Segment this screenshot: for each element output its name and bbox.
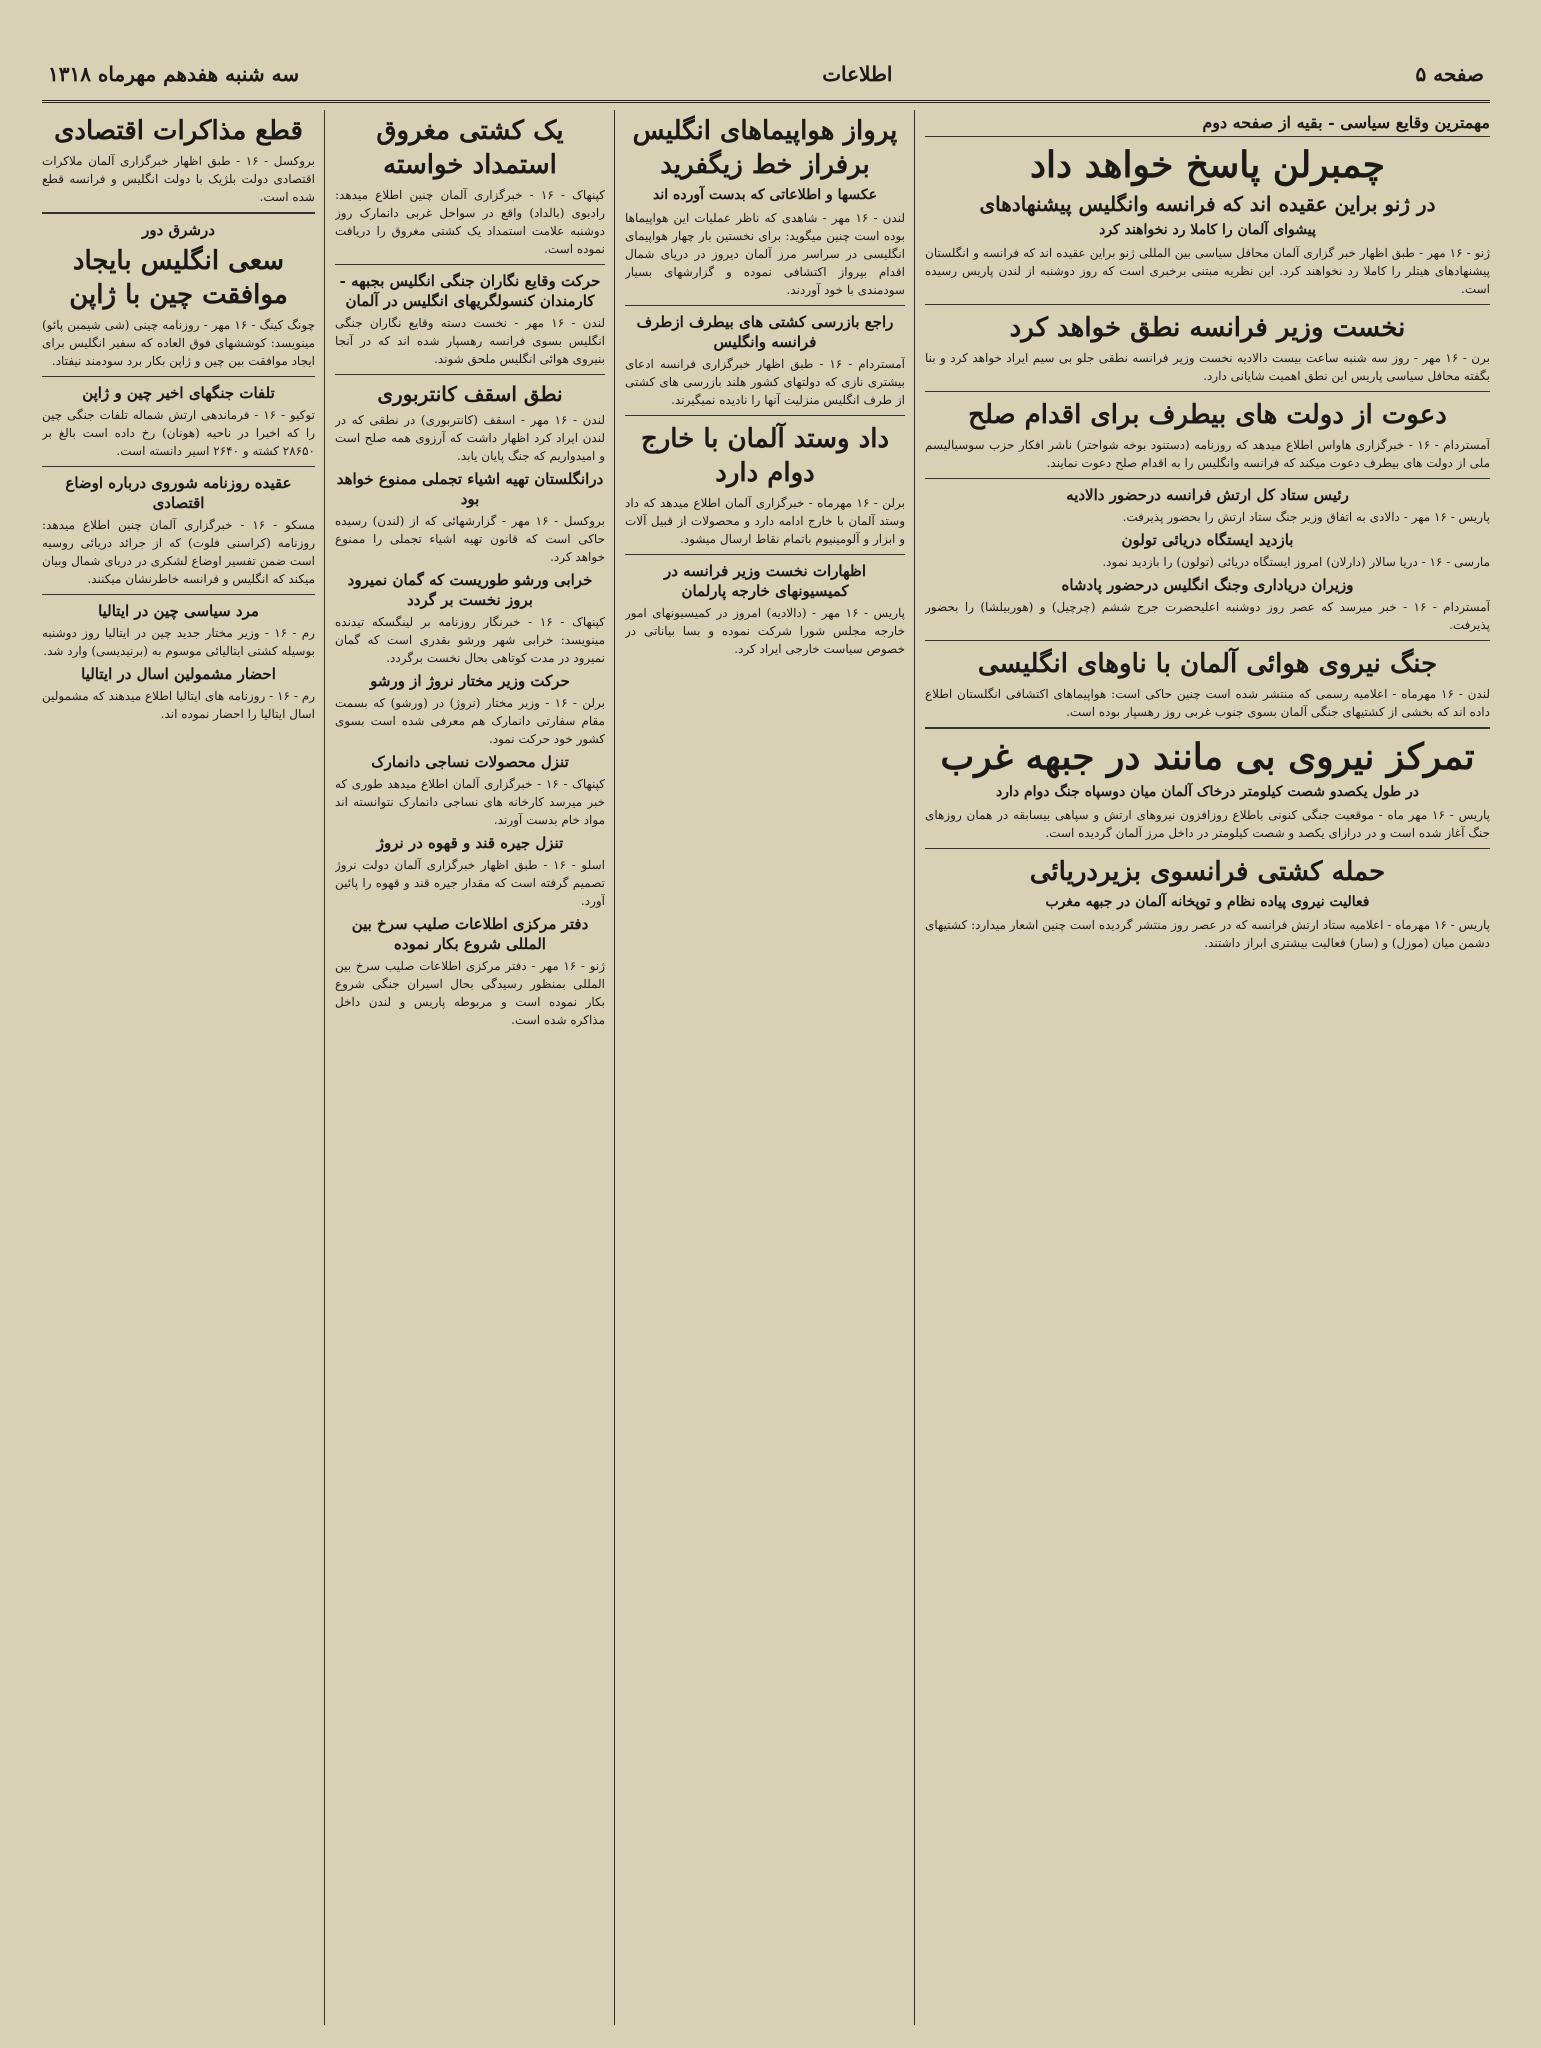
article-subheadline: در ژنو براین عقیده اند که فرانسه وانگلیس پیشنهادهای <box>979 192 1436 216</box>
article-body: برلن - ۱۶ - وزیر مختار (نروژ) در (ورشو) که بسمت مقام سفارتی دانمارک هم معرفی شده است بسوی کشور خود حرکت نمود. <box>335 696 605 746</box>
article-body: ژنو - ۱۶ مهر - طبق اظهار خبر گزاری آلمان محافل سیاسی بین المللی ژنو براین عقیده اند که فرانسه و انگلستان پیشنهادهای هیتلر را کاملا رد نخواهند کرد. این نظریه مبتنی برخبری است که روز دوشنبه از لندن پاریس رسیده است. <box>925 246 1490 296</box>
article-headline: چمبرلن پاسخ خواهد داد <box>1030 144 1385 186</box>
divider <box>925 478 1490 479</box>
divider <box>925 640 1490 641</box>
divider <box>925 727 1490 729</box>
divider <box>42 594 315 595</box>
article-body: کپنهاک - ۱۶ - خبرگزاری آلمان اطلاع میدهد طوری که خبر میرسد کارخانه های نساجی دانمارک نتوانسته اند مواد خام بدست آورند. <box>335 777 605 827</box>
article-subheadline-2: پیشوای آلمان را کاملا رد نخواهند کرد <box>1099 222 1316 238</box>
column-1 <box>925 110 1490 2025</box>
masthead <box>42 52 1490 96</box>
article-headline: درانگلستان تهیه اشیاء تجملی ممنوع خواهد بود <box>336 470 604 508</box>
divider <box>625 554 905 555</box>
issue-date: سه شنبه هفدهم مهرماه ۱۳۱۸ <box>48 62 300 86</box>
article-headline: بازدید ایستگاه دریائی تولون <box>1121 531 1294 549</box>
masthead-rule <box>42 100 1490 103</box>
article-headline: تلفات جنگهای اخیر چین و ژاپن <box>82 384 275 402</box>
article-body: لندن - ۱۶ مهر - اسقف (کانتربوری) در نطقی که در لندن ایراد کرد اظهار داشت که آرزوی همه صلح است و امیدواریم که جنگ پایان یابد. <box>335 413 605 463</box>
article-body: مارسی - ۱۶ - دریا سالار (دارلان) امروز ایستگاه دریائی (تولون) را بازدید نمود. <box>1102 555 1490 569</box>
divider <box>42 466 315 467</box>
article-headline: عقیده روزنامه شوروی درباره اوضاع اقتصادی <box>65 474 292 512</box>
article-body: برلن - ۱۶ مهرماه - خبرگزاری آلمان اطلاع میدهد که داد وستد آلمان با خارج ادامه دارد و محصولات از قبیل آلات و ابزار و آلومینیوم باتمام نقاط ارسال میشود. <box>625 496 905 546</box>
article-body: آمستردام - ۱۶ - طبق اظهار خبرگزاری فرانسه ادعای بیشتری نازی که دولتهای کشور هلند بازرسی های کشتی از طرف انگلیس منزلیت آنها را نادیده نمیگیرند. <box>625 357 905 407</box>
article-body: برن - ۱۶ مهر - روز سه شنبه ساعت بیست دالادیه نخست وزیر فرانسه نطقی جلو بی سیم ایراد خواهد کرد و بنا بگفته محافل سیاسی پاریس این نطق اهمیت شایانی دارد. <box>925 351 1490 383</box>
article-body: پاریس - ۱۶ مهر - دالادی به اتفاق وزیر جنگ ستاد ارتش را بحضور پذیرفت. <box>1122 510 1490 524</box>
divider <box>42 212 315 214</box>
article-body: رم - ۱۶ - وزیر مختار جدید چین در ایتالیا روز دوشنبه بوسیله کشتی ایتالیائی موسوم به (برنیدیسی) وارد شد. <box>42 626 315 658</box>
article-body: کپنهاک - ۱۶ - خبرگزاری آلمان چنین اطلاع میدهد: رادیوی (بالداد) واقع در سواحل غربی دانمارک روز دوشنبه علامت استمداد یک کشتی مغروق را دریافت نموده است. <box>335 188 605 256</box>
article-body: مسکو - ۱۶ - خبرگزاری آلمان چنین اطلاع میدهد: روزنامه (کراسنی فلوت) که از جرائد دریائی روسیه است ضمن تفسیر اوضاع لشکری در دریای شمال وبیان میکند که انگلیس و فرانسه خاطرنشان میکنند. <box>42 518 315 586</box>
article-headline: پرواز هواپیماهای انگلیس برفراز خط زیگفرید <box>632 116 898 180</box>
column-rule <box>614 110 615 2025</box>
divider <box>925 304 1490 305</box>
article-body: لندن - ۱۶ مهر - شاهدی که ناظر عملیات این هواپیماها بوده است چنین میگوید: برای نخستین بار چهار هواپیمای انگلیسی در سراسر مرز آلمان دیروز در دریای شمال اقدام بپرواز اکتشافی نموده و گزارشهای بسیار سودمندی با خود آوردند. <box>625 211 905 297</box>
divider <box>42 376 315 377</box>
article-body: پاریس - ۱۶ مهر ماه - موقعیت جنگی کنونی باطلاع روزافزون نیروهای ارتش و سپاهی بیسابقه در همان روزهای جنگ آغاز شده است و در درازای یکصد و شصت کیلومتر در داخل مرز آلمان گردیده است. <box>925 808 1490 840</box>
article-headline: دعوت از دولت های بیطرف برای اقدام صلح <box>968 400 1447 430</box>
article-body: اسلو - ۱۶ - طبق اظهار خبرگزاری آلمان دولت نروژ تصمیم گرفته است که مقدار جیره قند و قهوه را پائین آورد. <box>335 858 605 908</box>
article-headline: جنگ نیروی هوائی آلمان با ناوهای انگلیسی <box>977 649 1438 679</box>
page-number: صفحه ۵ <box>1415 62 1484 86</box>
article-body: توکیو - ۱۶ - فرماندهی ارتش شماله تلفات جنگی چین را که اخیرا در ناحیه (هونان) رخ داده است بالغ بر ۲۸۶۵۰ کشته و ۲۶۴۰ اسیر دانسته است. <box>42 408 315 458</box>
article-body: پاریس - ۱۶ مهر - (دالادیه) امروز در کمیسیونهای امور خارجه مجلس شورا شرکت نموده و بسا بیاناتی در خصوص سیاست خارجی ایراد کرد. <box>625 606 905 656</box>
article-headline: راجع بازرسی کشتی های بیطرف ازطرف فرانسه وانگلیس <box>636 313 894 351</box>
article-headline: تنزل محصولات نساجی دانمارک <box>371 753 569 771</box>
article-body: بروکسل - ۱۶ - طبق اظهار خبرگزاری آلمان ملاکرات اقتصادی دولت بلژیک با دولت انگلیس و فرانسه قطع شده است. <box>42 154 315 204</box>
article-headline: نخست وزیر فرانسه نطق خواهد کرد <box>1009 313 1406 343</box>
article-body: چونگ کینگ - ۱۶ مهر - روزنامه چینی (شی شیمبن پائو) مینویسد: کوششهای فوق العاده که سفیر انگلیس برای ایجاد موافقت بین چین و ژاپن بکار برد سودمند نیفتاد. <box>42 318 315 368</box>
column-4 <box>42 110 315 2025</box>
article-headline: قطع مذاکرات اقتصادی <box>54 116 303 146</box>
article-headline: نطق اسقف کانتربوری <box>377 382 563 406</box>
article-headline: احضار مشمولین اسال در ایتالیا <box>81 665 276 683</box>
article-subheadline: عکسها و اطلاعاتی که بدست آورده اند <box>653 187 877 203</box>
article-headline: داد وستد آلمان با خارج دوام دارد <box>640 424 890 488</box>
article-body: ژنو - ۱۶ مهر - دفتر مرکزی اطلاعات صلیب سرخ بین المللی بمنظور رسیدگی بحال اسیران جنگی شروع بکار نموده است و مربوطه پاریس و لندن داخل مذاکره شده است. <box>335 959 605 1027</box>
article-body: کپنهاک - ۱۶ - خبرنگار روزنامه بر لینگسکه تیدنده مینویسد: خرابی شهر ورشو بقدری است که گمان نمیرود در مدت کوتاهی بحال نخست برگردد. <box>335 615 605 665</box>
article-subheadline: فعالیت نیروی پیاده نظام و توپخانه آلمان در جبهه مغرب <box>1045 894 1370 910</box>
article-headline: یک کشتی مغروق استمداد خواسته <box>376 116 564 180</box>
article-headline: تنزل جیره قند و قهوه در نروژ <box>376 834 564 852</box>
article-body: آمستردام - ۱۶ - خبر میرسد که عصر روز دوشنبه اعلیحضرت جرج ششم (چرچیل) و (هوربیلشا) را بحضور پذیرفت. <box>925 600 1490 632</box>
article-headline: حرکت وقایع نگاران جنگی انگلیس بجبهه - کارمندان کنسولگریهای انگلیس در آلمان <box>339 272 601 310</box>
divider <box>625 305 905 306</box>
article-body: لندن - ۱۶ مهرماه - اعلامیه رسمی که منتشر شده است چنین حاکی است: هواپیماهای اکتشافی انگلستان اطلاع داده اند که بخشی از کشتیهای جنگی آلمان بسوی جنوب غربی روز رهسپار بوده است. <box>925 687 1490 719</box>
divider <box>925 848 1490 849</box>
article-subheadline: در طول یکصدو شصت کیلومتر درخاک آلمان میان دوسپاه جنگ دوام دارد <box>995 784 1419 800</box>
column-2 <box>625 110 905 2025</box>
divider <box>925 391 1490 392</box>
column-rule <box>914 110 915 2025</box>
section-dateline: درشرق دور <box>142 221 215 239</box>
column-rule <box>324 110 325 2025</box>
article-body: بروکسل - ۱۶ مهر - گزارشهائی که از (لندن) رسیده حاکی است که قانون تهیه اشیاء تجملی را ممنوع خواهد کرد. <box>335 514 605 564</box>
article-headline: تمرکز نیروی بی مانند در جبهه غرب <box>940 736 1475 778</box>
article-body: آمستردام - ۱۶ - خبرگزاری هاواس اطلاع میدهد که روزنامه (دستنود بوخه شواحتر) ناشر افکار حزب سوسیالیسم ملی از دولت های بیطرف دعوت میکند که فرانسه وانگلیس را به اقدام صلح دعوت نمایند. <box>925 438 1490 470</box>
article-headline: سعی انگلیس بایجاد موافقت چین با ژاپن <box>69 246 288 310</box>
column-3 <box>335 110 605 2025</box>
article-body: لندن - ۱۶ مهر - نخست دسته وقایع نگاران جنگی انگلیس بسوی فرانسه رهسپار شده اند که در آنجا بنیروی هوائی انگلیس ملحق شوند. <box>335 316 605 366</box>
article-headline: رئیس ستاد کل ارتش فرانسه درحضور دالادیه <box>1066 486 1349 504</box>
divider <box>335 374 605 375</box>
article-headline: خرابی ورشو طوریست که گمان نمیرود بروز نخست بر گردد <box>347 571 593 609</box>
article-body: رم - ۱۶ - روزنامه های ایتالیا اطلاع میدهند که مشمولین اسال ایتالیا را احضار نموده اند. <box>42 689 315 721</box>
article-headline: حمله کشتی فرانسوی بزیردریائی <box>1029 857 1386 887</box>
article-body: پاریس - ۱۶ مهرماه - اعلامیه ستاد ارتش فرانسه که در عصر روز منتشر گردیده است چنین اشعار میدارد: کشتیهای دشمن میان (موزل) و (سار) فعالیت بیشتری ابراز داشتند. <box>925 918 1490 950</box>
divider <box>335 264 605 265</box>
article-headline: مرد سیاسی چین در ایتالیا <box>98 602 259 620</box>
divider <box>625 415 905 416</box>
newspaper-page <box>42 40 1490 2025</box>
article-headline: اظهارات نخست وزیر فرانسه در کمیسیونهای خارجه پارلمان <box>663 562 867 600</box>
article-headline: دفتر مرکزی اطلاعات صلیب سرخ بین المللی شروع بکار نموده <box>351 915 589 953</box>
article-headline: وزیران دریاداری وجنگ انگلیس درحضور پادشاه <box>1061 576 1354 594</box>
article-headline: حرکت وزیر مختار نروژ از ورشو <box>370 672 570 690</box>
section-kicker: مهمترین وقایع سیاسی - بقیه از صفحه دوم <box>925 110 1490 137</box>
paper-name: اطلاعات <box>822 62 893 86</box>
